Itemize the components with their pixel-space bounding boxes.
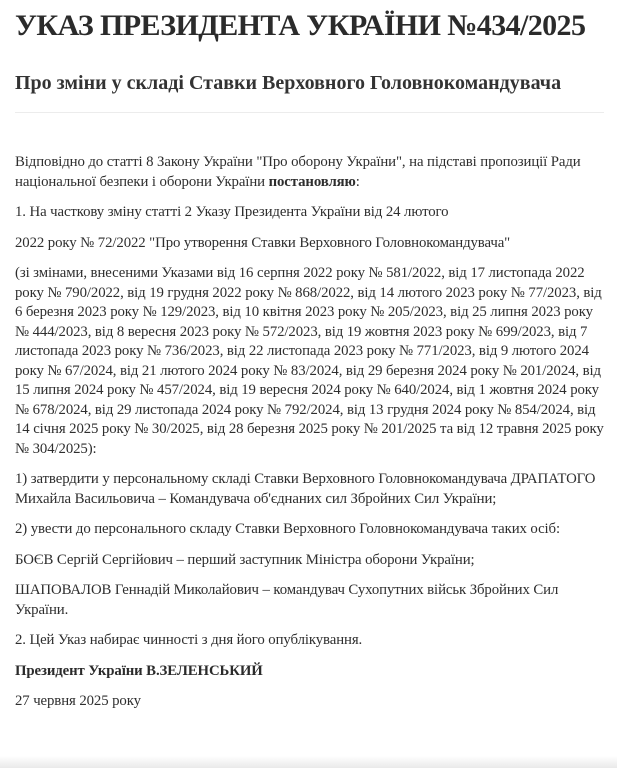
paragraph-amendments-list: (зі змінами, внесеними Указами від 16 серпня 2022 року № 581/2022, від 17 листопада 2022 року № 790/2022, від 19 грудня 2022 року № 868/2022, від 14 лютого 2023 року № 77/2023, від 6 березня 2023 року № 129/2023, від 10 квітня 2023 року № 205/2023, від 25 липня 2023 року № 444/2023, від 8 вересня 2023 року № 572/2023, від 19 жовтня 2023 року № 699/2023, від 7 листопада 2023 року № 736/2023, від 22 листопада 2023 року № 771/2023, від 9 лютого 2024 року № 67/2024, від 21 лютого 2024 року № 83/2024, від 29 березня 2024 року № 201/2024, від 15 липня 2024 року № 457/2024, від 19 вересня 2024 року № 640/2024, від 1 жовтня 2024 року № 678/2024, від 29 листопада 2024 року № 792/2024, від 13 грудня 2024 року № 854/2024, від 14 січня 2025 року № 30/2025, від 28 березня 2025 року № 201/2025 та від 12 травня 2025 року № 304/2025):: [15, 265, 604, 457]
paragraph-article1-part2: 2022 року № 72/2022 "Про утворення Ставки Верховного Головнокомандувача": [15, 234, 511, 251]
preamble-text: Відповідно до статті 8 Закону України "Про оборону України", на підставі пропозиції Ради національної безпеки і оборони України: [15, 154, 581, 190]
paragraph-person-shapovalov: ШАПОВАЛОВ Геннадій Миколайович – командувач Сухопутних військ Збройних Сил України.: [15, 582, 559, 618]
paragraph-person-boiev: БОЄВ Сергій Сергійович – перший заступник Міністра оборони України;: [15, 551, 475, 568]
paragraph-article1-part1: 1. На часткову зміну статті 2 Указу Президента України від 24 лютого: [15, 204, 449, 220]
divider: [15, 112, 604, 113]
paragraph-subitem-1: 1) затвердити у персональному складі Ставки Верховного Головнокомандувача ДРАПАТОГО Михайла Васильовича – Командувача об'єднаних сил Збройних Сил України;: [15, 471, 596, 507]
paragraph-subitem-2: 2) увести до персонального складу Ставки Верховного Головнокомандувача таких осіб:: [15, 521, 560, 537]
decree-body: [15, 153, 604, 712]
preamble-tail: :: [355, 173, 360, 190]
bottom-fade: [0, 756, 617, 768]
preamble-paragraph: [15, 153, 604, 192]
paragraph-article2: 2. Цей Указ набирає чинності з дня його опублікування.: [15, 632, 363, 648]
decree-title: УКАЗ ПРЕЗИДЕНТА УКРАЇНИ №434/2025: [15, 9, 586, 42]
president-signature: Президент України В.ЗЕЛЕНСЬКИЙ: [15, 662, 263, 679]
preamble-bold-word: постановляю: [268, 173, 356, 190]
decree-date: 27 червня 2025 року: [15, 693, 141, 709]
decree-subtitle: Про зміни у складі Ставки Верховного Головнокомандувача: [15, 72, 562, 94]
